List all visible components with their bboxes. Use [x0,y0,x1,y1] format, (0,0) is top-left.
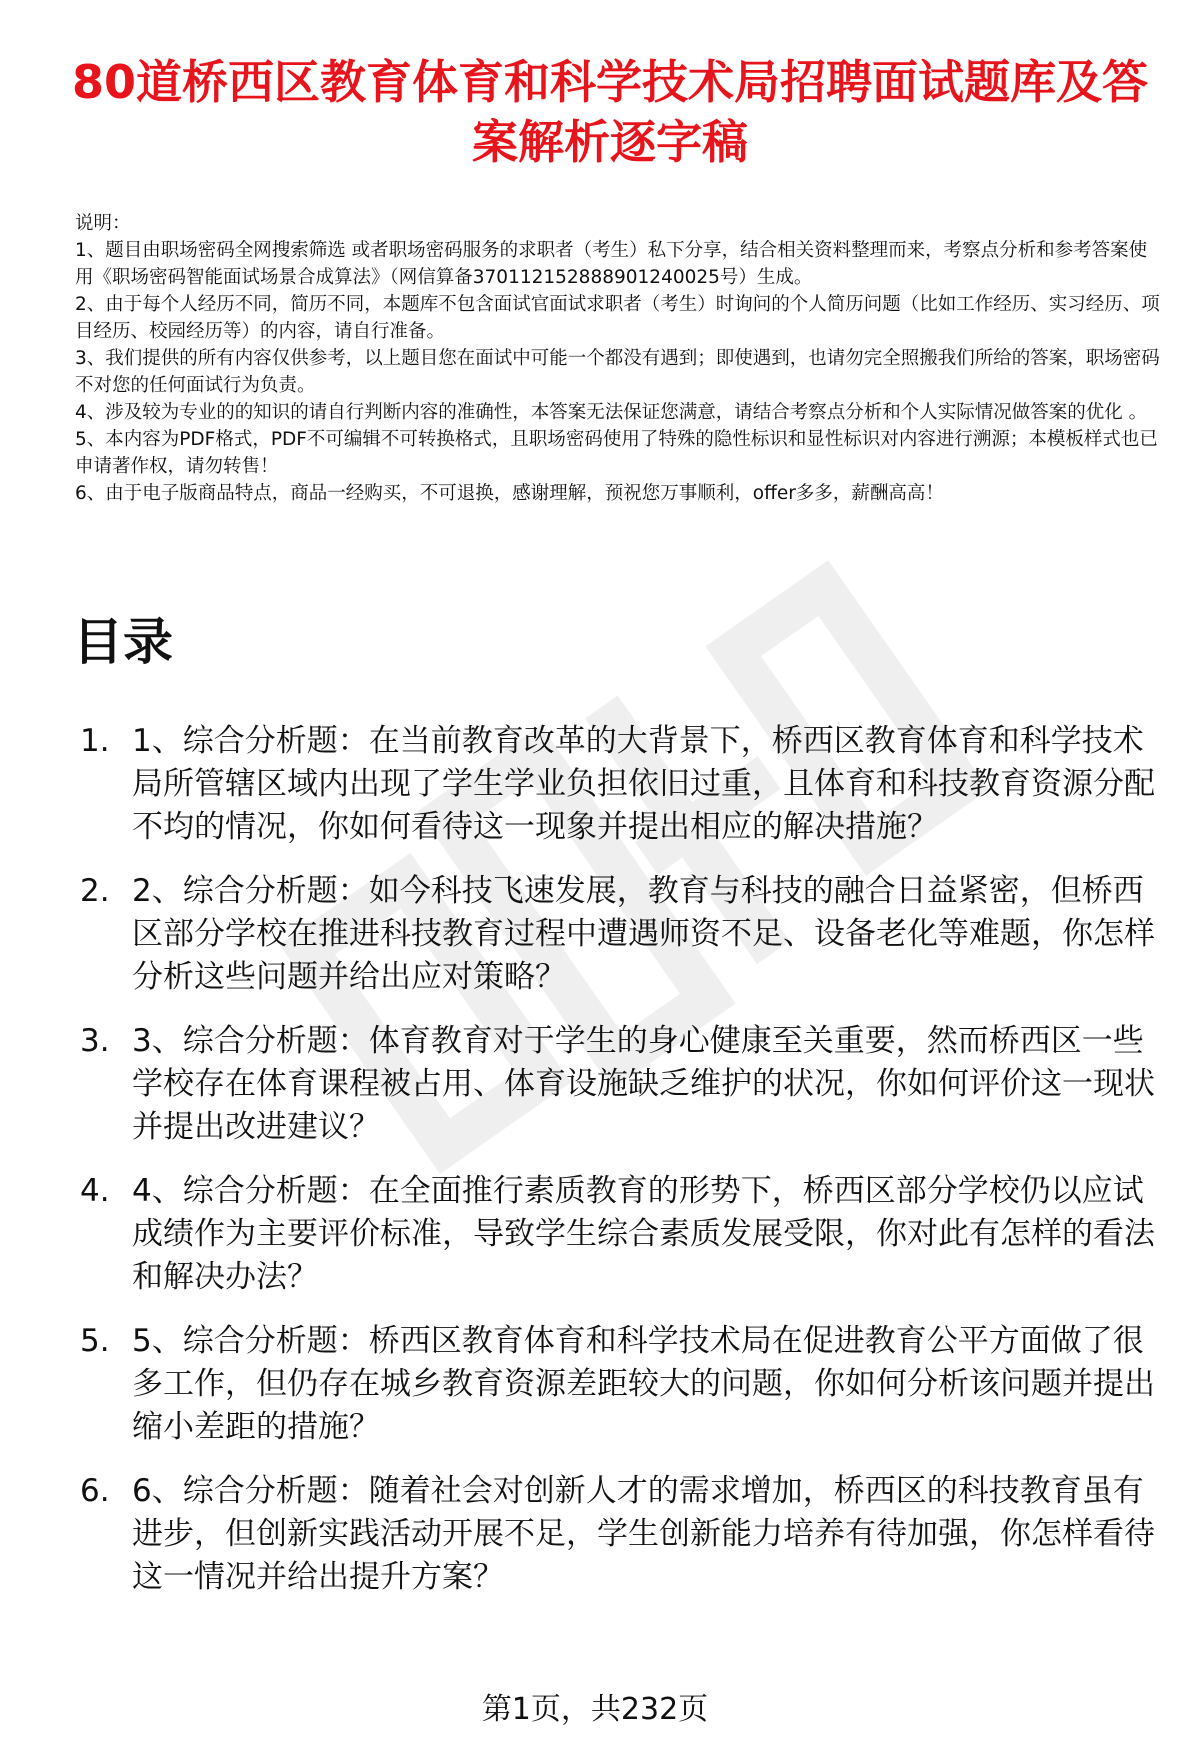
toc-item[interactable] [80,1470,1170,1599]
page-footer: 第1页，共232页 [481,1692,709,1727]
toc-item-number: 1. [80,723,110,759]
toc-item-number: 6. [80,1473,110,1509]
toc-item-text: 2、综合分析题：如今科技飞速发展，教育与科技的融合日益紧密，但桥西区部分学校在推进科技教育过程中遭遇师资不足、设备老化等难题，你怎样分析这些问题并给出应对策略？ [132,873,1155,995]
note-item: 3、我们提供的所有内容仅供参考，以上题目您在面试中可能一个都没有遇到；即使遇到，也请勿完全照搬我们所给的答案，职场密码不对您的任何面试行为负责。 [75,348,1160,396]
toc-heading: 目录 [73,613,173,671]
note-item: 6、由于电子版商品特点，商品一经购买，不可退换，感谢理解，预祝您万事顺利，offer多多，薪酬高高！ [75,483,944,504]
note-item: 5、本内容为PDF格式，PDF不可编辑不可转换格式，且职场密码使用了特殊的隐性标识和显性标识对内容进行溯源；本模板样式也已申请著作权，请勿转售！ [75,429,1158,477]
notes-heading: 说明： [75,213,131,234]
note-item: 2、由于每个人经历不同，简历不同，本题库不包含面试官面试求职者（考生）时询问的个人简历问题（比如工作经历、实习经历、项目经历、校园经历等）的内容，请自行准备。 [75,294,1160,342]
toc-item-number: 4. [80,1173,110,1209]
toc-item-number: 2. [80,873,110,909]
toc-item-text: 4、综合分析题：在全面推行素质教育的形势下，桥西区部分学校仍以应试成绩作为主要评价标准，导致学生综合素质发展受限，你对此有怎样的看法和解决办法？ [132,1173,1155,1295]
note-item: 4、涉及较为专业的的知识的请自行判断内容的准确性，本答案无法保证您满意，请结合考察点分析和个人实际情况做答案的优化 。 [75,402,1148,423]
toc-item[interactable] [80,1320,1170,1449]
toc-item-text: 5、综合分析题：桥西区教育体育和科学技术局在促进教育公平方面做了很多工作，但仍存在城乡教育资源差距较大的问题，你如何分析该问题并提出缩小差距的措施？ [132,1323,1155,1445]
toc-item[interactable] [80,1170,1170,1299]
toc-item[interactable] [80,870,1170,999]
table-of-contents [80,720,1170,1620]
toc-item[interactable] [80,1020,1170,1149]
toc-item-number: 3. [80,1023,110,1059]
document-title: 80道桥西区教育体育和科学技术局招聘面试题库及答案解析逐字稿 [71,55,1148,169]
toc-item-text: 1、综合分析题：在当前教育改革的大背景下，桥西区教育体育和科学技术局所管辖区域内出现了学生学业负担依旧过重，且体育和科技教育资源分配不均的情况，你如何看待这一现象并提出相应的解决措施？ [132,723,1155,845]
toc-item-number: 5. [80,1323,110,1359]
toc-item-text: 3、综合分析题：体育教育对于学生的身心健康至关重要，然而桥西区一些学校存在体育课程被占用、体育设施缺乏维护的状况，你如何评价这一现状并提出改进建议？ [132,1023,1155,1145]
toc-item[interactable] [80,720,1170,849]
note-item: 1、题目由职场密码全网搜索筛选 或者职场密码服务的求职者（考生）私下分享，结合相关资料整理而来，考察点分析和参考答案使用《职场密码智能面试场景合成算法》（网信算备370112152888901240025号）生成。 [75,240,1148,288]
toc-item-text: 6、综合分析题：随着社会对创新人才的需求增加，桥西区的科技教育虽有进步，但创新实践活动开展不足，学生创新能力培养有待加强，你怎样看待这一情况并给出提升方案？ [132,1473,1155,1595]
notes-section [75,210,1165,507]
